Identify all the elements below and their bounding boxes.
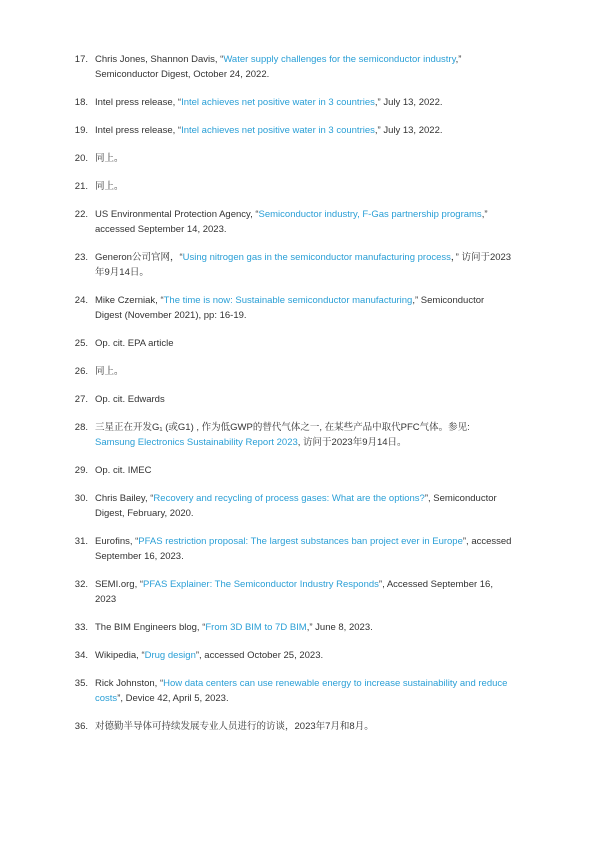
reference-text: Intel press release, “: [95, 97, 182, 108]
reference-item: [0, 95, 600, 110]
reference-number: 27.: [74, 394, 88, 405]
reference-link[interactable]: Intel achieves net positive water in 3 countries: [181, 125, 375, 136]
reference-text: Mike Czerniak, “: [95, 295, 164, 306]
reference-item: [0, 620, 600, 635]
reference-number: 17.: [74, 54, 88, 65]
reference-item: [0, 577, 600, 607]
reference-item: [0, 52, 600, 82]
reference-text: Wikipedia, “: [95, 650, 145, 661]
reference-link[interactable]: The time is now: Sustainable semiconductor manufacturing: [163, 295, 413, 306]
reference-item: [0, 719, 600, 734]
reference-text: Eurofins, “: [95, 536, 139, 547]
reference-link[interactable]: How data centers can use renewable energy to increase sustainability and reduce costs: [95, 678, 508, 704]
reference-text: Generon公司官网，“: [95, 252, 183, 263]
reference-number: 30.: [74, 493, 88, 504]
reference-number: 28.: [74, 422, 88, 433]
reference-text: 同上。: [95, 153, 124, 164]
reference-text-tail: ”, Semiconductor Digest, February, 2020.: [95, 493, 497, 519]
reference-number: 23.: [74, 252, 88, 263]
reference-text: Op. cit. IMEC: [95, 465, 152, 476]
reference-number: 22.: [74, 209, 88, 220]
reference-text-tail: ,” accessed September 14, 2023.: [95, 209, 488, 235]
reference-text-tail: ,” July 13, 2022.: [374, 125, 443, 136]
reference-number: 32.: [74, 579, 88, 590]
reference-text-tail: ,” June 8, 2023.: [306, 622, 373, 633]
reference-text: US Environmental Protection Agency, “: [95, 209, 259, 220]
reference-item: [0, 207, 600, 237]
reference-number: 26.: [74, 366, 88, 377]
reference-text: Chris Jones, Shannon Davis, “: [95, 54, 224, 65]
reference-item: [0, 250, 600, 280]
reference-number: 33.: [74, 622, 88, 633]
reference-link[interactable]: Intel achieves net positive water in 3 countries: [181, 97, 375, 108]
reference-number: 19.: [74, 125, 88, 136]
reference-text: Intel press release, “: [95, 125, 182, 136]
reference-item: [0, 534, 600, 564]
reference-link[interactable]: Samsung Electronics Sustainability Report 2023: [95, 437, 298, 448]
reference-number: 24.: [74, 295, 88, 306]
reference-number: 34.: [74, 650, 88, 661]
reference-item: [0, 392, 600, 407]
reference-text: 对德勤半导体可持续发展专业人员进行的访谈，2023年7月和8月。: [95, 721, 374, 732]
reference-link[interactable]: Using nitrogen gas in the semiconductor manufacturing process: [182, 252, 451, 263]
reference-text-tail: ,” Semiconductor Digest, October 24, 2022.: [95, 54, 462, 80]
reference-number: 36.: [74, 721, 88, 732]
reference-item: [0, 364, 600, 379]
reference-item: [0, 420, 600, 450]
reference-text-tail: ”, accessed October 25, 2023.: [195, 650, 324, 661]
reference-text-tail: ”, accessed September 16, 2023.: [95, 536, 512, 562]
reference-text: 同上。: [95, 366, 124, 377]
reference-number: 20.: [74, 153, 88, 164]
reference-text: Op. cit. EPA article: [95, 338, 174, 349]
reference-number: 31.: [74, 536, 88, 547]
reference-link[interactable]: Semiconductor industry, F-Gas partnership programs: [258, 209, 482, 220]
reference-item: [0, 676, 600, 706]
reference-item: [0, 648, 600, 663]
reference-link[interactable]: PFAS Explainer: The Semiconductor Industry Responds: [143, 579, 379, 590]
reference-text: The BIM Engineers blog, “: [95, 622, 206, 633]
reference-number: 21.: [74, 181, 88, 192]
reference-list: [0, 52, 600, 747]
reference-item: [0, 491, 600, 521]
reference-text-tail: ”, Device 42, April 5, 2023.: [117, 693, 229, 704]
reference-item: [0, 123, 600, 138]
reference-number: 25.: [74, 338, 88, 349]
reference-text: 三星正在开发G₁ (或G1) , 作为低GWP的替代气体之一, 在某些产品中取代PFC气体。参见:: [95, 422, 470, 433]
reference-text-tail: , 访问于2023年9月14日。: [297, 437, 407, 448]
reference-text-tail: ，” 访问于2023年9月14日。: [95, 252, 512, 278]
reference-link[interactable]: Drug design: [144, 650, 196, 661]
reference-item: [0, 336, 600, 351]
reference-item: [0, 293, 600, 323]
reference-link[interactable]: From 3D BIM to 7D BIM: [205, 622, 307, 633]
reference-text: 同上。: [95, 181, 124, 192]
reference-link[interactable]: Water supply challenges for the semiconductor industry: [223, 54, 456, 65]
reference-text-tail: ,” July 13, 2022.: [374, 97, 443, 108]
reference-item: [0, 463, 600, 478]
reference-number: 29.: [74, 465, 88, 476]
reference-number: 18.: [74, 97, 88, 108]
reference-link[interactable]: Recovery and recycling of process gases: What are the options?: [153, 493, 425, 504]
reference-text: Rick Johnston, “: [95, 678, 164, 689]
reference-link[interactable]: PFAS restriction proposal: The largest substances ban project ever in Europe: [138, 536, 463, 547]
reference-text: Op. cit. Edwards: [95, 394, 165, 405]
reference-text: Chris Bailey, “: [95, 493, 154, 504]
reference-number: 35.: [74, 678, 88, 689]
reference-item: [0, 151, 600, 166]
reference-text: SEMI.org, “: [95, 579, 144, 590]
reference-text-tail: ”, Accessed September 16, 2023: [95, 579, 493, 605]
reference-text-tail: ,” Semiconductor Digest (November 2021), pp: 16-19.: [95, 295, 485, 321]
reference-item: [0, 179, 600, 194]
